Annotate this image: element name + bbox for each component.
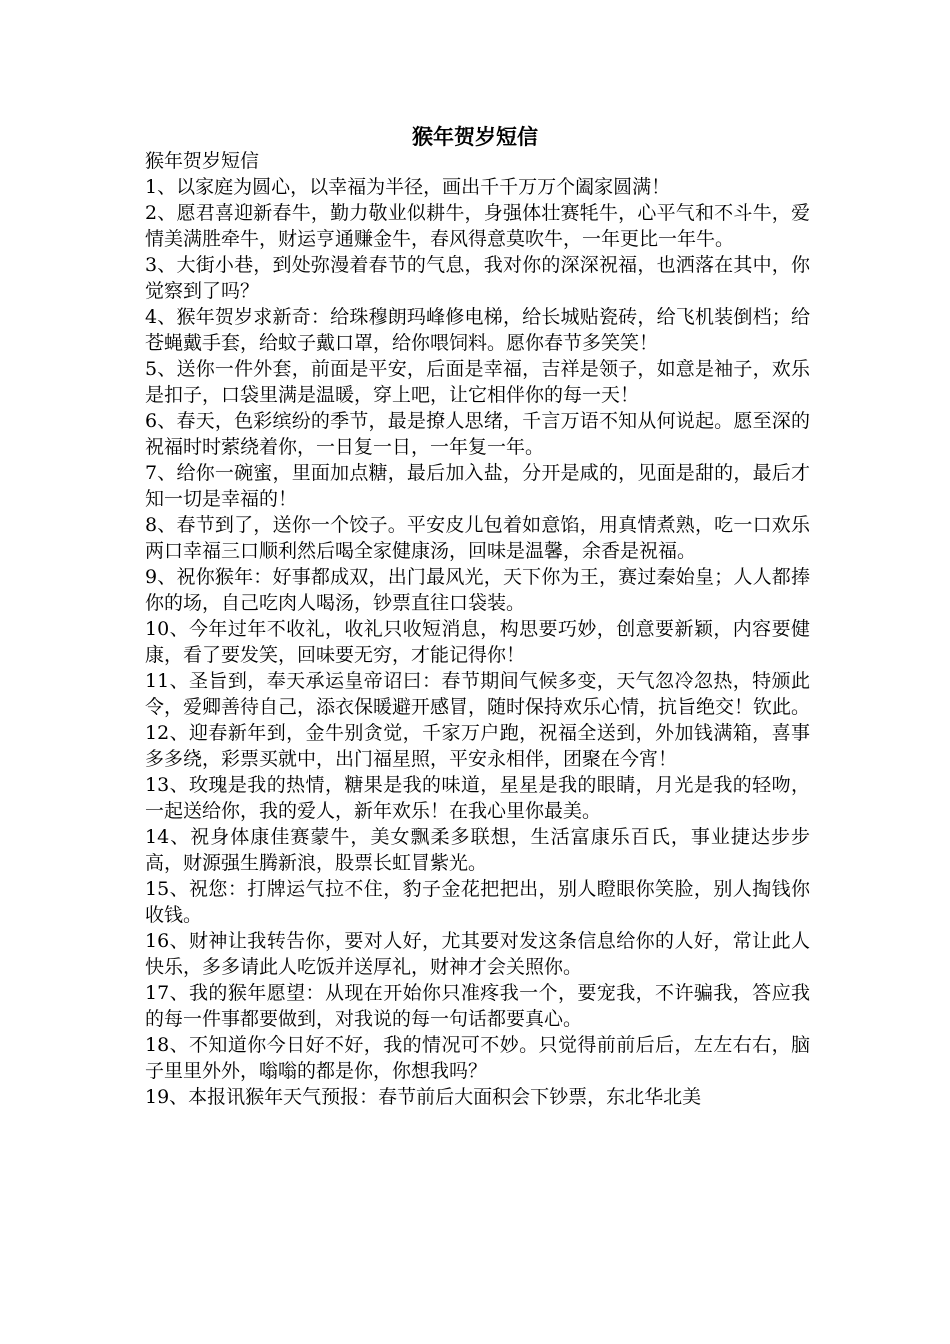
paragraph-17: 17、我的猴年愿望：从现在开始你只准疼我一个，要宠我，不许骗我，答应我的每一件事都要做到，对我说的每一句话都要真心。	[145, 982, 810, 1030]
document-title: 猴年贺岁短信	[412, 125, 538, 149]
paragraph-10: 10、今年过年不收礼，收礼只收短消息，构思要巧妙，创意要新颖，内容要健康，看了要发笑，回味要无穷，才能记得你！	[145, 618, 810, 666]
paragraph-18: 18、不知道你今日好不好，我的情况可不妙。只觉得前前后后，左左右右，脑子里里外外，嗡嗡的都是你，你想我吗？	[145, 1034, 810, 1082]
paragraph-12: 12、迎春新年到，金牛别贪觉，千家万户跑，祝福全送到，外加钱满箱，喜事多多绕，彩票买就中，出门福星照，平安永相伴，团聚在今宵！	[145, 722, 810, 770]
paragraph-9: 9、祝你猴年：好事都成双，出门最风光，天下你为王，赛过秦始皇；人人都捧你的场，自己吃肉人喝汤，钞票直往口袋装。	[145, 566, 810, 614]
paragraph-6: 6、春天，色彩缤纷的季节，最是撩人思绪，千言万语不知从何说起。愿至深的祝福时时萦绕着你，一日复一日，一年复一年。	[145, 410, 810, 458]
paragraph-8: 8、春节到了，送你一个饺子。平安皮儿包着如意馅，用真情煮熟，吃一口欢乐两口幸福三口顺利然后喝全家健康汤，回味是温馨，余香是祝福。	[145, 514, 810, 562]
paragraph-13: 13、玫瑰是我的热情，糖果是我的味道，星星是我的眼睛，月光是我的轻吻，一起送给你，我的爱人，新年欢乐！在我心里你最美。	[145, 774, 810, 822]
paragraph-15: 15、祝您：打牌运气拉不住，豹子金花把把出，别人瞪眼你笑脸，别人掏钱你收钱。	[145, 878, 810, 926]
paragraph-4: 4、猴年贺岁求新奇：给珠穆朗玛峰修电梯，给长城贴瓷砖，给飞机装倒档；给苍蝇戴手套，给蚊子戴口罩，给你喂饲料。愿你春节多笑笑！	[145, 306, 810, 354]
paragraph-11: 11、圣旨到，奉天承运皇帝诏曰：春节期间气候多变，天气忽冷忽热，特颁此令，爱卿善待自己，添衣保暖避开感冒，随时保持欢乐心情，抗旨绝交！钦此。	[145, 670, 811, 718]
paragraph-1: 1、以家庭为圆心，以幸福为半径，画出千千万万个阖家圆满！	[145, 176, 671, 198]
paragraph-14: 14、祝身体康佳赛蒙牛，美女飘柔多联想，生活富康乐百氏，事业捷达步步高，财源强生腾新浪，股票长虹冒紫光。	[145, 826, 810, 874]
paragraph-5: 5、送你一件外套，前面是平安，后面是幸福，吉祥是领子，如意是袖子，欢乐是扣子，口袋里满是温暖，穿上吧，让它相伴你的每一天！	[145, 358, 810, 406]
paragraph-16: 16、财神让我转告你，要对人好，尤其要对发这条信息给你的人好，常让此人快乐，多多请此人吃饭并送厚礼，财神才会关照你。	[145, 930, 810, 978]
paragraph-7: 7、给你一碗蜜，里面加点糖，最后加入盐，分开是咸的，见面是甜的，最后才知一切是幸福的！	[145, 462, 810, 510]
document-subtitle: 猴年贺岁短信	[145, 150, 260, 172]
paragraph-2: 2、愿君喜迎新春牛，勤力敬业似耕牛，身强体壮赛牦牛，心平气和不斗牛，爱情美满胜牵牛，财运亨通赚金牛，春风得意莫吹牛，一年更比一年牛。	[145, 202, 810, 250]
paragraph-3: 3、大街小巷，到处弥漫着春节的气息，我对你的深深祝福，也洒落在其中，你觉察到了吗？	[145, 254, 810, 302]
paragraph-19: 19、本报讯猴年天气预报：春节前后大面积会下钞票，东北华北美	[145, 1086, 702, 1108]
document-body	[145, 148, 810, 1110]
